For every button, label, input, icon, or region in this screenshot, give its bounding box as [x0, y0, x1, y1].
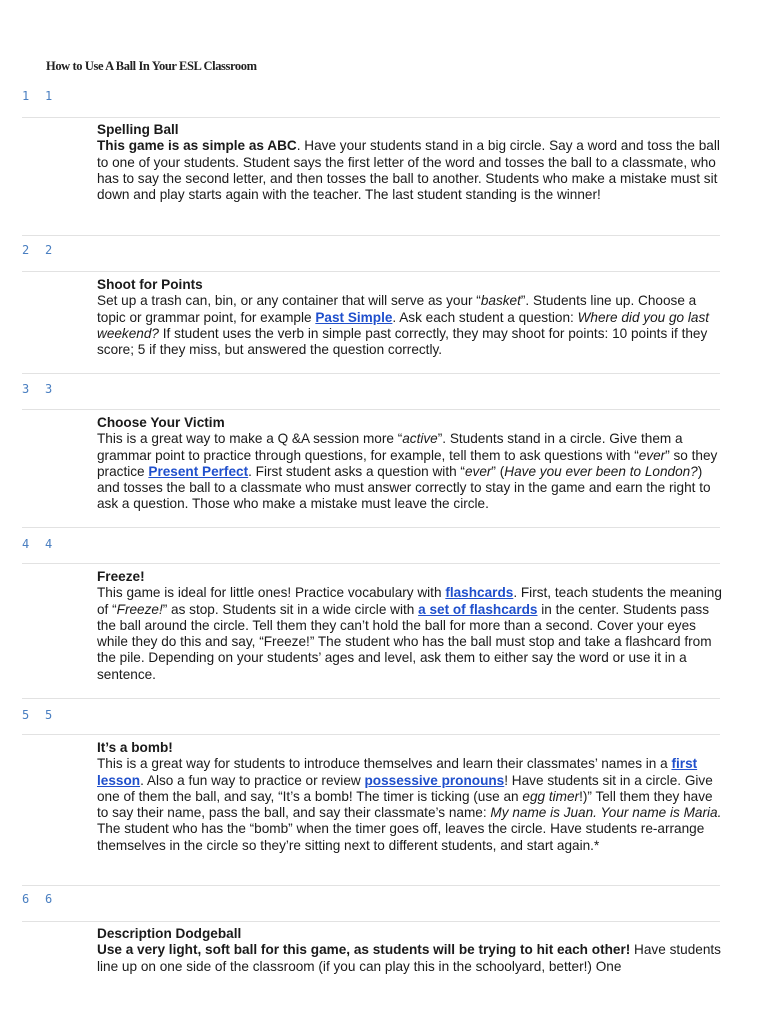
- link-present-perfect[interactable]: Present Perfect: [148, 463, 249, 479]
- line-number: 2: [22, 243, 30, 257]
- line-number-row: [22, 892, 53, 906]
- line-number: 6: [45, 892, 53, 906]
- line-number: 5: [22, 708, 30, 722]
- line-number: 1: [22, 89, 30, 103]
- divider: [22, 117, 720, 118]
- line-number: 5: [45, 708, 53, 722]
- bold-lead: This game is as simple as ABC: [97, 138, 297, 154]
- line-number-row: [22, 382, 53, 396]
- entry-its-a-bomb: It’s a bomb! This is a great way for students to introduce themselves and learn their classmates’ names in a first lesson. Also a fun way to practice or review possessive pronouns! Have students sit in a circle. Give one of them the ball, and say, “It’s a bomb! The timer is ticking (use an egg timer!)” Tell them they have to say their name, pass the ball, and say their classmate’s name: My name is Juan. Your name is Maria. The student who has the “bomb” when the timer goes off, leaves the circle. Have students re-arrange themselves in the circle so they’re sitting next to different students, and start again.*: [97, 740, 722, 853]
- entry-heading: Spelling Ball: [97, 122, 179, 137]
- bold-lead: Use a very light, soft ball for this game, as students will be trying to hit each other!: [97, 942, 631, 958]
- entry-heading: Description Dodgeball: [97, 926, 242, 941]
- line-number-row: [22, 708, 53, 722]
- line-number: 3: [22, 382, 30, 396]
- entry-heading: Shoot for Points: [97, 277, 203, 292]
- entry-heading: It’s a bomb!: [97, 740, 173, 755]
- link-set-of-flashcards[interactable]: a set of flashcards: [418, 601, 538, 617]
- divider: [22, 563, 720, 564]
- document-title: How to Use A Ball In Your ESL Classroom: [46, 59, 257, 73]
- line-number: 6: [22, 892, 30, 906]
- divider: [22, 921, 720, 922]
- line-number-row: [22, 89, 53, 103]
- entry-choose-your-victim: Choose Your Victim This is a great way to make a Q &A session more “active”. Students stand in a circle. Give them a grammar point to practice through questions, for example, tell them to ask questions with “ever” so they practice Present Perfect. First student asks a question with “ever” (Have you ever been to London?) and tosses the ball to a classmate who must answer correctly to stay in the game and earn the right to ask a question. Those who make a mistake must leave the circle.: [97, 415, 722, 513]
- line-number: 3: [45, 382, 53, 396]
- line-number-row: [22, 243, 53, 257]
- divider: [22, 698, 720, 699]
- divider: [22, 373, 720, 374]
- divider: [22, 235, 720, 236]
- entry-heading: Freeze!: [97, 569, 145, 584]
- entry-heading: Choose Your Victim: [97, 415, 225, 430]
- line-number-row: [22, 537, 53, 551]
- link-past-simple[interactable]: Past Simple: [315, 309, 393, 325]
- divider: [22, 734, 720, 735]
- line-number: 4: [45, 537, 53, 551]
- entry-freeze: Freeze! This game is ideal for little ones! Practice vocabulary with flashcards. First, teach students the meaning of “Freeze!” as stop. Students sit in a wide circle with a set of flashcards in the center. Students pass the ball around the circle. Tell them they can’t hold the ball for more than a second. Cover your eyes while they do this and say, “Freeze!” The student who has the ball must stop and take a flashcard from the pile. Depending on your students’ ages and level, ask them to either say the word or use it in a sentence.: [97, 569, 722, 682]
- link-first-lesson[interactable]: first lesson: [97, 756, 698, 788]
- line-number: 4: [22, 537, 30, 551]
- entry-shoot-for-points: Shoot for Points Set up a trash can, bin, or any container that will serve as your “basket”. Students line up. Choose a topic or grammar point, for example Past Simple. Ask each student a question: Where did you go last weekend? If student uses the verb in simple past correctly, they may shoot for points: 10 points if they score; 5 if they miss, but answered the question correctly.: [97, 277, 722, 358]
- divider: [22, 409, 720, 410]
- divider: [22, 527, 720, 528]
- line-number: 1: [45, 89, 53, 103]
- divider: [22, 885, 720, 886]
- divider: [22, 271, 720, 272]
- link-possessive-pronouns[interactable]: possessive pronouns: [364, 772, 505, 788]
- line-number: 2: [45, 243, 53, 257]
- entry-spelling-ball: Spelling Ball This game is as simple as ABC. Have your students stand in a big circle. Say a word and toss the ball to one of your students. Student says the first letter of the word and tosses the ball to a classmate, who has to say the second letter, and then tosses the ball to another. Students who make a mistake must sit down and play starts again with the teacher. The last student standing is the winner!: [97, 122, 722, 203]
- entry-description-dodgeball: Description Dodgeball Use a very light, soft ball for this game, as students will be trying to hit each other! Have students line up on one side of the classroom (if you can play this in the schoolyard, better!) One: [97, 926, 721, 974]
- link-flashcards[interactable]: flashcards: [445, 585, 514, 601]
